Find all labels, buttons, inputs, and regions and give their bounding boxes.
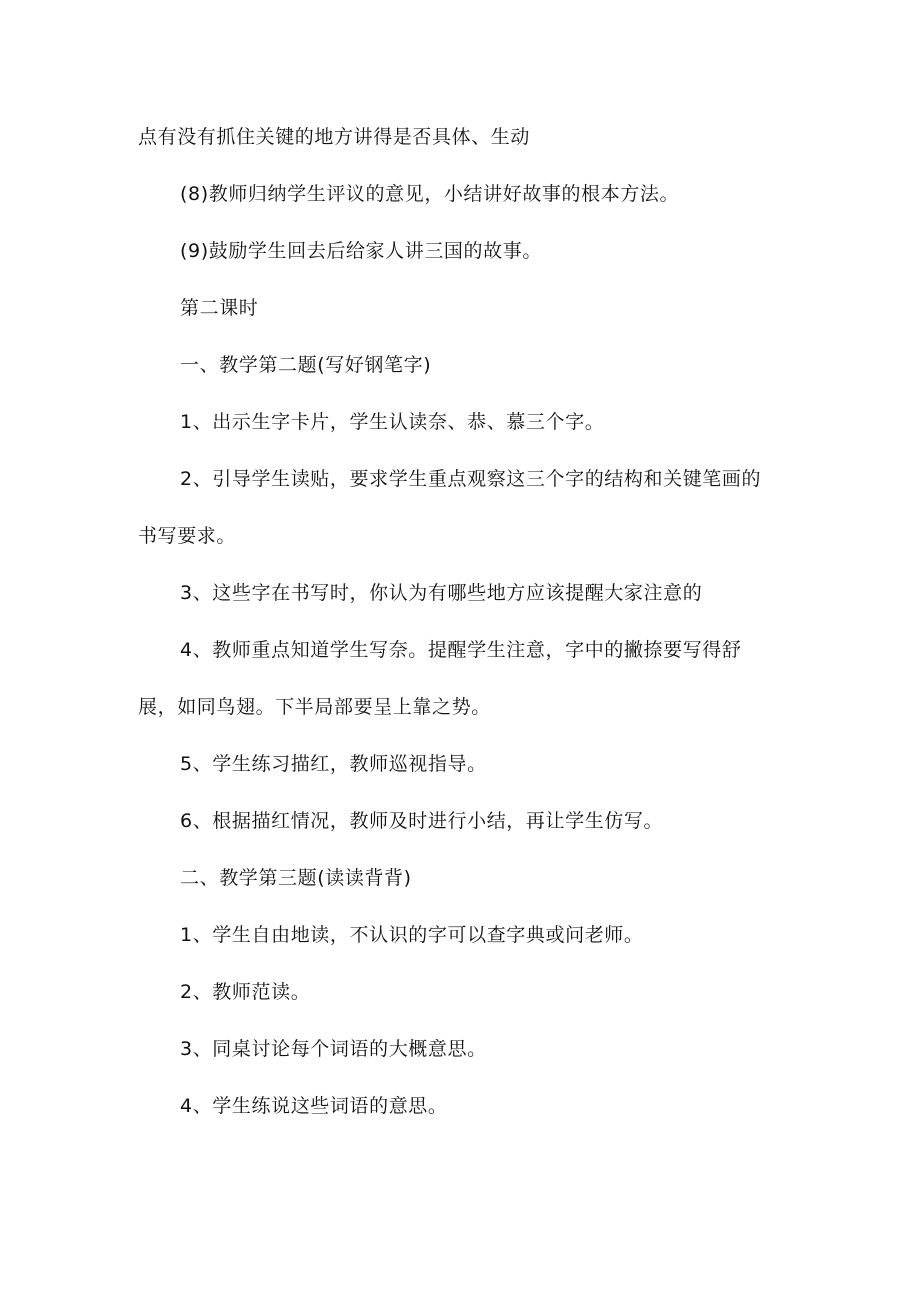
paragraph-line: 6、根据描红情况，教师及时进行小结，再让学生仿写。 xyxy=(180,810,664,832)
paragraph-line: 4、学生练说这些词语的意思。 xyxy=(180,1095,448,1117)
paragraph-line: 3、这些字在书写时，你认为有哪些地方应该提醒大家注意的 xyxy=(180,582,703,604)
paragraph-line: 2、教师范读。 xyxy=(180,981,311,1003)
paragraph-line: 1、出示生字卡片，学生认读奈、恭、慕三个字。 xyxy=(180,411,605,433)
paragraph-line: (9)鼓励学生回去后给家人讲三国的故事。 xyxy=(180,240,542,262)
paragraph-line: 4、教师重点知道学生写奈。提醒学生注意，字中的撇捺要写得舒 xyxy=(180,639,742,661)
paragraph-line: 书写要求。 xyxy=(138,525,237,547)
paragraph-line: (8)教师归纳学生评议的意见，小结讲好故事的根本方法。 xyxy=(180,183,680,205)
section-heading: 一、教学第二题(写好钢笔字) xyxy=(180,354,432,376)
paragraph-line: 1、学生自由地读，不认识的字可以查字典或问老师。 xyxy=(180,924,644,946)
paragraph-line: 2、引导学生读贴，要求学生重点观察这三个字的结构和关键笔画的 xyxy=(180,468,762,490)
paragraph-line: 展，如同鸟翅。下半局部要呈上靠之势。 xyxy=(138,696,491,718)
paragraph-line: 3、同桌讨论每个词语的大概意思。 xyxy=(180,1038,487,1060)
paragraph-line: 点有没有抓住关键的地方讲得是否具体、生动 xyxy=(138,126,531,148)
section-heading: 第二课时 xyxy=(180,297,259,319)
paragraph-line: 5、学生练习描红，教师巡视指导。 xyxy=(180,753,487,775)
section-heading: 二、教学第三题(读读背背) xyxy=(180,867,412,889)
